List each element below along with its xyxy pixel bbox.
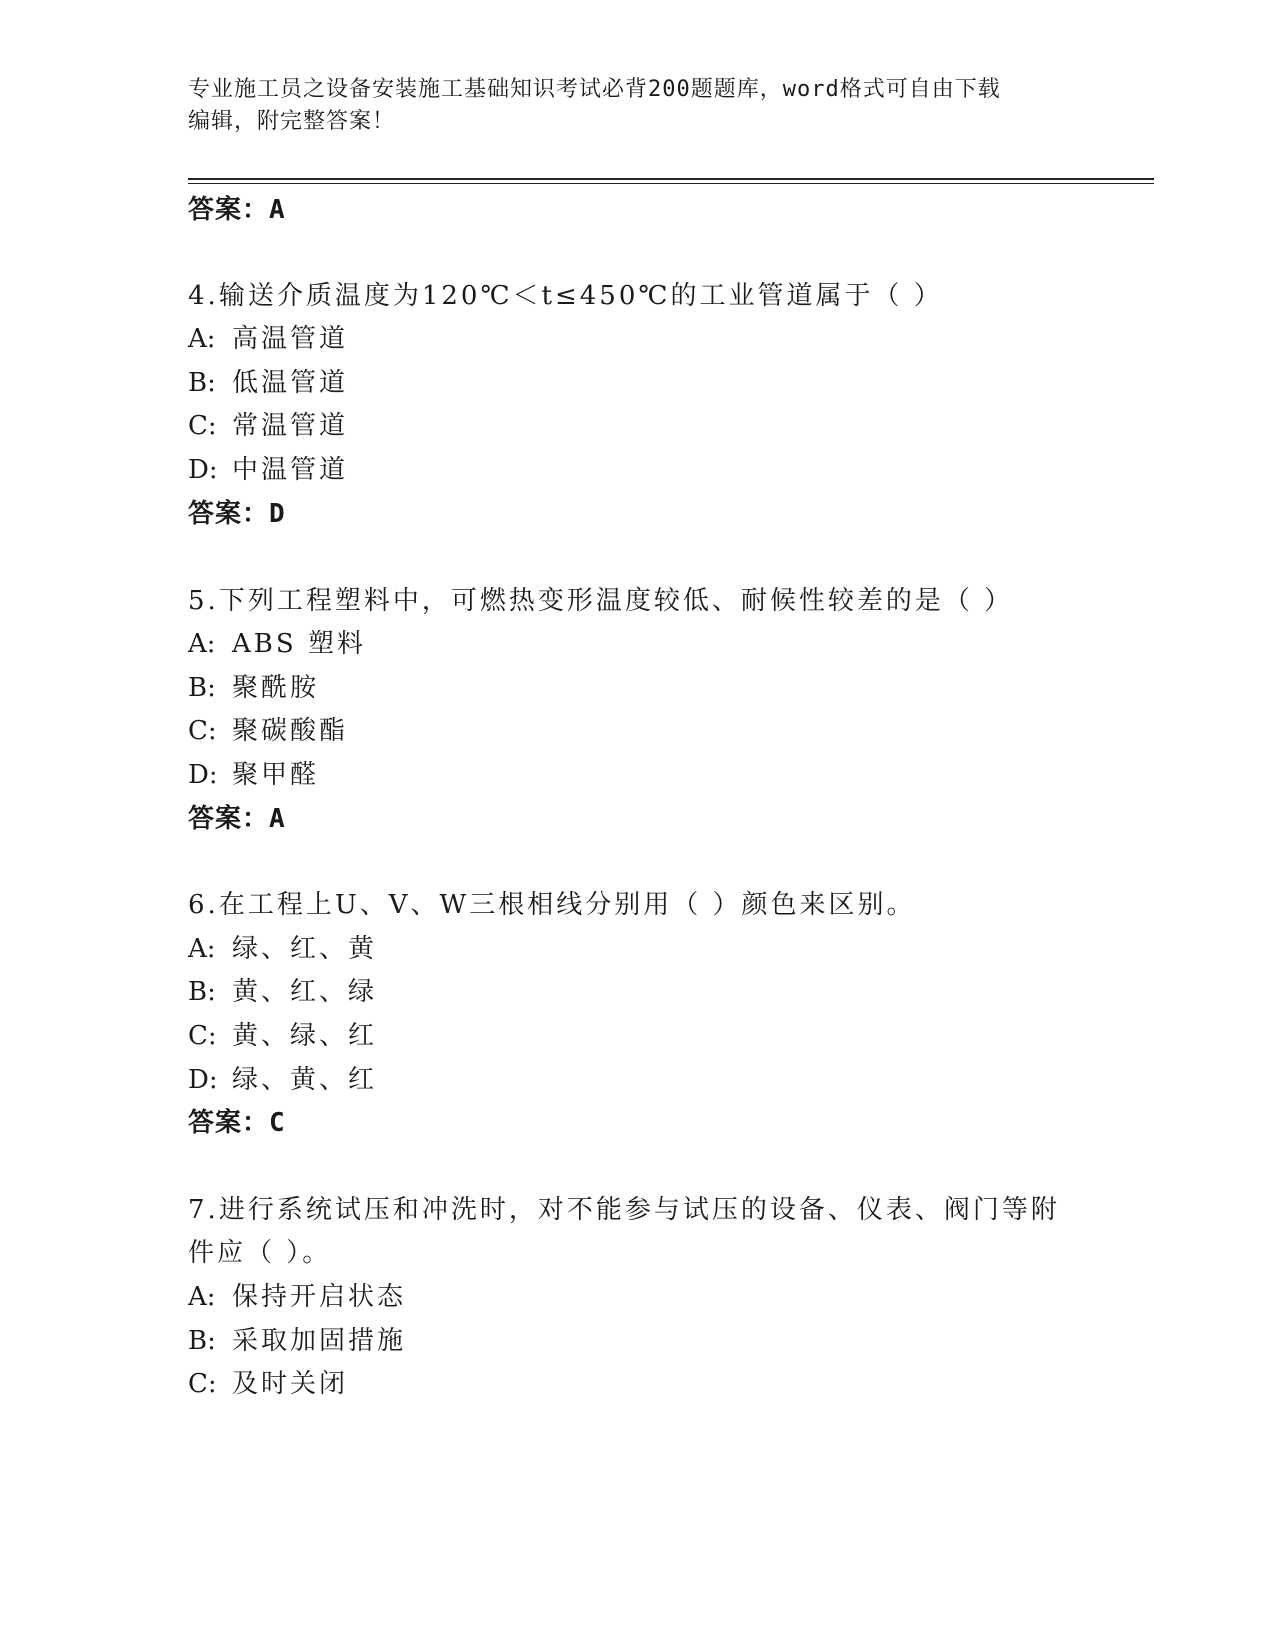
question-number: 6. bbox=[188, 890, 219, 920]
option-key: A: bbox=[188, 934, 216, 964]
option-key: D: bbox=[188, 455, 218, 485]
option-key: C: bbox=[188, 716, 217, 746]
option-key: A: bbox=[188, 324, 216, 354]
question-text: 输送介质温度为120℃＜t≤450℃的工业管道属于（ ） bbox=[218, 281, 943, 311]
option-key: C: bbox=[188, 411, 217, 441]
header-divider bbox=[188, 178, 1154, 180]
option-key: B: bbox=[188, 673, 216, 703]
option-b bbox=[188, 671, 319, 705]
option-text: 采取加固措施 bbox=[232, 1326, 407, 1356]
option-a bbox=[188, 627, 366, 661]
option-text: 及时关闭 bbox=[232, 1369, 349, 1399]
document-header bbox=[188, 74, 1088, 138]
option-c bbox=[188, 1019, 377, 1053]
option-text: 聚碳酸酯 bbox=[232, 716, 349, 746]
header-divider-thin bbox=[188, 183, 1154, 184]
question-text: 件应（ ）。 bbox=[188, 1238, 332, 1268]
answer-line bbox=[188, 1106, 286, 1140]
option-c bbox=[188, 409, 348, 443]
option-text: 黄、红、绿 bbox=[232, 977, 378, 1007]
option-key: D: bbox=[188, 1065, 218, 1095]
answer-line bbox=[188, 193, 286, 227]
option-text: ABS 塑料 bbox=[232, 629, 366, 659]
answer-label: 答案： bbox=[188, 1108, 270, 1138]
question-7 bbox=[188, 1193, 1060, 1227]
option-c bbox=[188, 714, 348, 748]
question-text: 下列工程塑料中，可燃热变形温度较低、耐候性较差的是（ ） bbox=[218, 586, 1014, 616]
option-key: D: bbox=[188, 760, 218, 790]
option-key: A: bbox=[188, 629, 216, 659]
header-line-2: 编辑，附完整答案！ bbox=[188, 109, 396, 134]
question-text: 在工程上U、V、W三根相线分别用（ ）颜色来区别。 bbox=[218, 890, 916, 920]
option-a bbox=[188, 1280, 406, 1314]
answer-label: 答案： bbox=[188, 195, 270, 225]
option-text: 聚酰胺 bbox=[232, 673, 320, 703]
option-key: A: bbox=[188, 1282, 216, 1312]
option-text: 绿、红、黄 bbox=[232, 934, 378, 964]
option-text: 聚甲醛 bbox=[232, 760, 320, 790]
answer-value: C bbox=[269, 1108, 286, 1138]
header-line-1: 专业施工员之设备安装施工基础知识考试必背200题题库，word格式可自由下载 bbox=[188, 77, 1001, 102]
option-a bbox=[188, 322, 348, 356]
option-text: 绿、黄、红 bbox=[232, 1065, 378, 1095]
question-number: 4. bbox=[188, 281, 219, 311]
answer-label: 答案： bbox=[188, 499, 270, 529]
question-text: 进行系统试压和冲洗时，对不能参与试压的设备、仪表、阀门等附 bbox=[218, 1195, 1060, 1225]
question-6 bbox=[188, 888, 916, 922]
option-b bbox=[188, 1324, 406, 1358]
option-d bbox=[188, 1063, 377, 1097]
question-7-continued bbox=[188, 1236, 331, 1270]
question-number: 7. bbox=[188, 1195, 219, 1225]
option-key: B: bbox=[188, 977, 216, 1007]
option-key: B: bbox=[188, 368, 216, 398]
option-text: 保持开启状态 bbox=[232, 1282, 407, 1312]
question-number: 5. bbox=[188, 586, 219, 616]
option-key: C: bbox=[188, 1021, 217, 1051]
question-4 bbox=[188, 279, 943, 313]
answer-label: 答案： bbox=[188, 804, 270, 834]
question-5 bbox=[188, 584, 1013, 618]
option-key: B: bbox=[188, 1326, 216, 1356]
option-b bbox=[188, 975, 377, 1009]
option-d bbox=[188, 453, 348, 487]
option-key: C: bbox=[188, 1369, 217, 1399]
option-text: 中温管道 bbox=[232, 455, 349, 485]
answer-line bbox=[188, 497, 286, 531]
option-text: 高温管道 bbox=[232, 324, 349, 354]
answer-value: D bbox=[269, 499, 286, 529]
option-c bbox=[188, 1367, 348, 1401]
option-a bbox=[188, 932, 377, 966]
answer-line bbox=[188, 802, 286, 836]
option-d bbox=[188, 758, 319, 792]
answer-value: A bbox=[269, 804, 286, 834]
option-text: 黄、绿、红 bbox=[232, 1021, 378, 1051]
option-b bbox=[188, 366, 348, 400]
answer-value: A bbox=[269, 195, 286, 225]
option-text: 低温管道 bbox=[232, 368, 349, 398]
option-text: 常温管道 bbox=[232, 411, 349, 441]
